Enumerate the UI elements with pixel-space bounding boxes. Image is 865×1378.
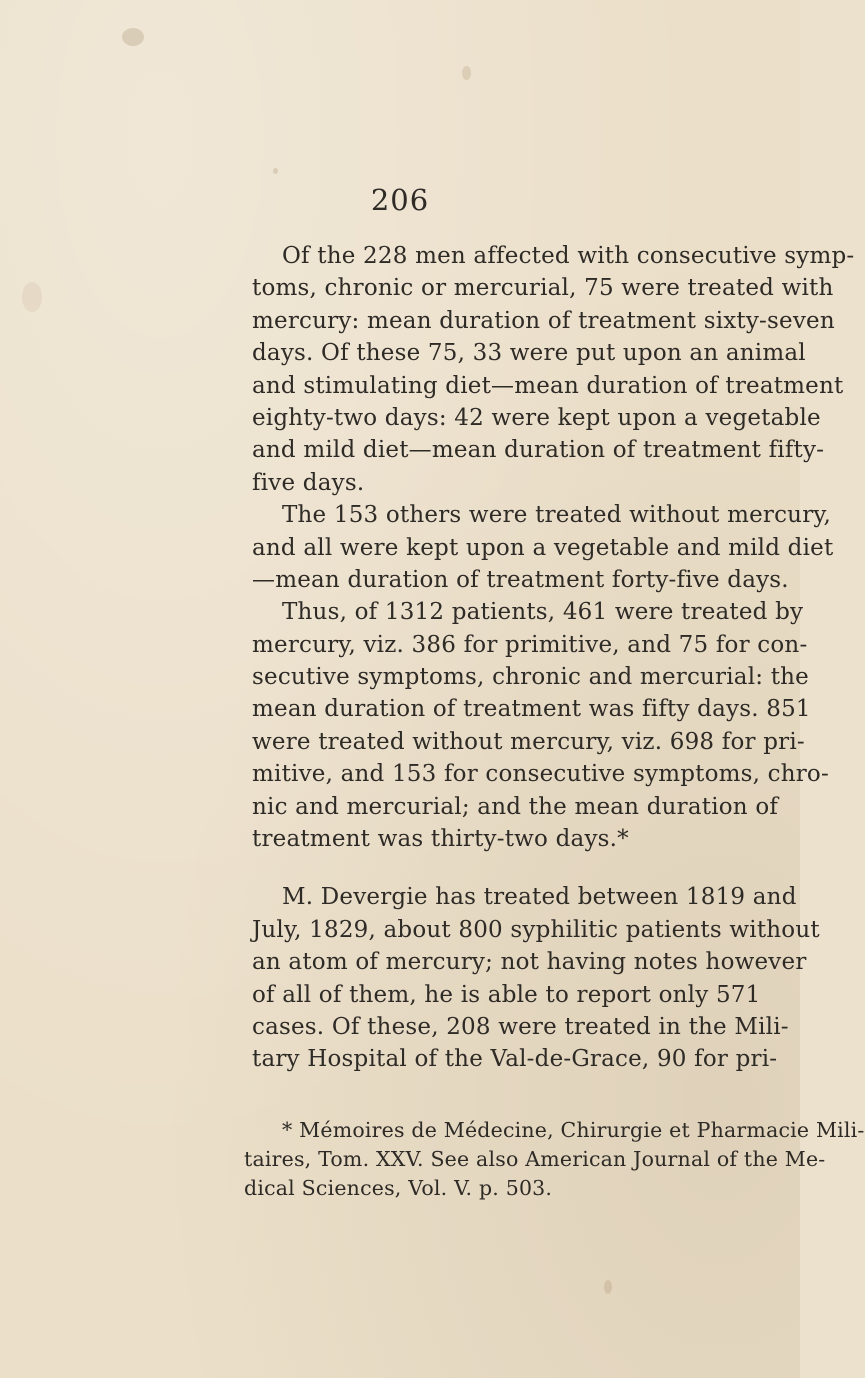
text-line: mercury, viz. 386 for primitive, and 75 for con-: [252, 631, 808, 658]
text-line: an atom of mercury; not having notes however: [252, 949, 807, 976]
footnote-line: dical Sciences, Vol. V. p. 503.: [244, 1175, 553, 1200]
paper-stain: [22, 282, 42, 312]
footnote-line: taires, Tom. XXV. See also American Journal of the Me-: [244, 1146, 826, 1171]
text-line: secutive symptoms, chronic and mercurial: the: [252, 664, 809, 691]
text-line: mercury: mean duration of treatment sixty-seven: [252, 307, 835, 334]
paragraph-3: [252, 596, 829, 855]
paper-stain: [122, 28, 144, 46]
text-line: Of the 228 men affected with consecutive symp-: [282, 243, 855, 269]
text-line: toms, chronic or mercurial, 75 were treated with: [252, 275, 834, 302]
text-line: cases. Of these, 208 were treated in the Mili-: [252, 1013, 789, 1040]
text-line: mean duration of treatment was fifty days. 851: [252, 696, 811, 723]
text-line: eighty-two days: 42 were kept upon a vegetable: [252, 404, 821, 431]
text-line: and mild diet—mean duration of treatment fifty-: [252, 437, 825, 464]
paragraph-4: [252, 881, 820, 1075]
text-line: tary Hospital of the Val-de-Grace, 90 for pri-: [252, 1046, 778, 1073]
body-text: [244, 240, 865, 1203]
text-line: M. Devergie has treated between 1819 and: [282, 884, 797, 911]
paragraph-2: [252, 499, 834, 596]
text-line: July, 1829, about 800 syphilitic patients without: [252, 916, 820, 943]
footnote-spacer: [252, 1076, 792, 1116]
text-line: Thus, of 1312 patients, 461 were treated by: [282, 599, 804, 626]
text-line: and stimulating diet—mean duration of treatment: [252, 372, 844, 399]
text-line: days. Of these 75, 33 were put upon an animal: [252, 340, 806, 367]
paragraph-1: [252, 240, 855, 499]
text-line: and all were kept upon a vegetable and mild diet: [252, 534, 834, 561]
paper-stain: [462, 66, 471, 80]
footnote-line: * Mémoires de Médecine, Chirurgie et Pharmacie Mili-: [282, 1117, 865, 1142]
text-line: The 153 others were treated without mercury,: [282, 502, 832, 529]
paper-stain: [273, 168, 278, 174]
paragraph-spacer: [252, 855, 792, 881]
text-line: were treated without mercury, viz. 698 for pri-: [252, 728, 805, 755]
text-line: treatment was thirty-two days.*: [252, 826, 629, 853]
footnote: [244, 1116, 865, 1203]
paper-stain: [604, 1280, 612, 1294]
text-line: five days.: [252, 469, 365, 496]
text-line: —mean duration of treatment forty-five days.: [252, 566, 789, 593]
text-line: nic and mercurial; and the mean duration of: [252, 793, 779, 820]
page-number: 206: [370, 183, 430, 217]
text-line: mitive, and 153 for consecutive symptoms, chro-: [252, 761, 829, 788]
text-line: of all of them, he is able to report only 571: [252, 981, 761, 1008]
